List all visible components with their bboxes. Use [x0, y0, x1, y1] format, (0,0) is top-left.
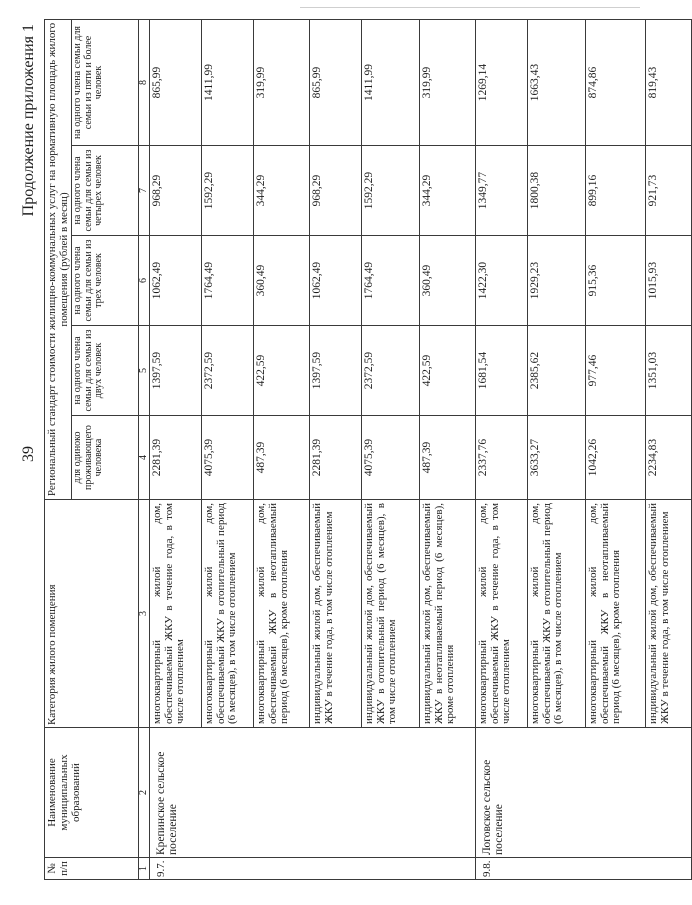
scan-edge-line	[300, 7, 640, 8]
cost-value: 319,99	[420, 19, 476, 145]
cost-value: 2337,76	[476, 416, 528, 500]
table-row	[150, 19, 202, 879]
header-col-8: на одного члена семьи для семьи из пяти и более человек	[72, 19, 139, 145]
cost-value: 2385,62	[528, 326, 586, 416]
cost-value: 344,29	[420, 146, 476, 236]
page-number: 39	[20, 446, 37, 462]
housing-category: многоквартирный жилой дом, обеспечиваемый ЖКУ в неотапливаемый период (6 месяцев), кроме отопления	[254, 500, 310, 728]
cost-value: 865,99	[150, 19, 202, 145]
cost-value: 487,39	[420, 416, 476, 500]
cost-value: 2372,59	[362, 326, 420, 416]
table-body	[150, 19, 692, 879]
cost-value: 4075,39	[362, 416, 420, 500]
cost-value: 1015,93	[646, 236, 692, 326]
cost-value: 819,43	[646, 19, 692, 145]
cost-value: 968,29	[310, 146, 362, 236]
header-col-4: для одиноко проживающего человека	[72, 416, 139, 500]
header-standard: Региональный стандарт стоимости жилищно-коммунальных услуг на нормативную площадь жилого помещения (рублей в месяц)	[45, 19, 72, 499]
header-category: Категория жилого помещения	[45, 500, 139, 728]
continuation-label: Продолжение приложения 1	[20, 24, 37, 217]
housing-category: многоквартирный жилой дом, обеспечиваемый ЖКУ в отопительный период (6 месяцев), в том числе отоплением	[202, 500, 254, 728]
housing-category: индивидуальный жилой дом, обеспечиваемый ЖКУ в течение года, в том числе отоплением	[646, 500, 692, 728]
column-number: 1	[139, 858, 150, 880]
cost-value: 1269,14	[476, 19, 528, 145]
cost-value: 1929,23	[528, 236, 586, 326]
cost-value: 1681,54	[476, 326, 528, 416]
cost-value: 1411,99	[202, 19, 254, 145]
cost-value: 921,73	[646, 146, 692, 236]
cost-value: 1422,30	[476, 236, 528, 326]
column-number: 6	[139, 236, 150, 326]
cost-value: 422,59	[254, 326, 310, 416]
cost-value: 422,59	[420, 326, 476, 416]
cost-value: 2234,83	[646, 416, 692, 500]
housing-category: многоквартирный жилой дом, обеспечиваемый ЖКУ в течение года, в том числе отоплением	[476, 500, 528, 728]
column-number: 3	[139, 500, 150, 728]
column-number: 4	[139, 416, 150, 500]
cost-value: 1764,49	[362, 236, 420, 326]
cost-value: 2281,39	[150, 416, 202, 500]
cost-value: 4075,39	[202, 416, 254, 500]
column-number-row	[139, 19, 150, 879]
cost-value: 1397,59	[150, 326, 202, 416]
column-number: 2	[139, 728, 150, 858]
cost-value: 1592,29	[362, 146, 420, 236]
cost-value: 1349,77	[476, 146, 528, 236]
cost-value: 2372,59	[202, 326, 254, 416]
cost-value: 3633,27	[528, 416, 586, 500]
cost-value: 1764,49	[202, 236, 254, 326]
cost-value: 1062,49	[150, 236, 202, 326]
cost-value: 977,46	[586, 326, 646, 416]
cost-value: 1411,99	[362, 19, 420, 145]
cost-value: 1800,38	[528, 146, 586, 236]
row-number: 9.8.	[476, 858, 692, 880]
column-number: 5	[139, 326, 150, 416]
header-col-5: на одного члена семьи для семьи из двух человек	[72, 326, 139, 416]
header-municipality: Наименование муниципальных образований	[45, 728, 139, 858]
cost-value: 360,49	[254, 236, 310, 326]
cost-value: 874,86	[586, 19, 646, 145]
housing-category: многоквартирный жилой дом, обеспечиваемый ЖКУ в течение года, в том числе отоплением	[150, 500, 202, 728]
header-col-6: на одного члена семьи для семьи из трех человек	[72, 236, 139, 326]
rotated-content	[20, 20, 671, 880]
cost-value: 2281,39	[310, 416, 362, 500]
column-number: 7	[139, 146, 150, 236]
header-num: № п/п	[45, 858, 139, 880]
cost-value: 1351,03	[646, 326, 692, 416]
cost-value: 319,99	[254, 19, 310, 145]
housing-cost-table	[44, 19, 692, 880]
housing-category: индивидуальный жилой дом, обеспечиваемый ЖКУ в течение года, в том числе отоплением	[310, 500, 362, 728]
cost-value: 1397,59	[310, 326, 362, 416]
municipality-name: Крепинское сельское поселение	[150, 728, 476, 858]
column-number: 8	[139, 19, 150, 145]
row-number: 9.7.	[150, 858, 476, 880]
housing-category: многоквартирный жилой дом, обеспечиваемый ЖКУ в неотапливаемый период (6 месяцев), кроме отопления	[586, 500, 646, 728]
table-row	[476, 19, 528, 879]
cost-value: 1062,49	[310, 236, 362, 326]
header-col-7: на одного члена семьи для семьи из четырех человек	[72, 146, 139, 236]
housing-category: индивидуальный жилой дом, обеспечиваемый ЖКУ в неотапливаемый период (6 месяцев), кроме отопления	[420, 500, 476, 728]
housing-category: многоквартирный жилой дом, обеспечиваемый ЖКУ в отопительный период (6 месяцев), в том числе отоплением	[528, 500, 586, 728]
cost-value: 1663,43	[528, 19, 586, 145]
cost-value: 968,29	[150, 146, 202, 236]
housing-category: индивидуальный жилой дом, обеспечиваемый ЖКУ в отопительный период (6 месяцев), в том числе отоплением	[362, 500, 420, 728]
cost-value: 344,29	[254, 146, 310, 236]
cost-value: 865,99	[310, 19, 362, 145]
cost-value: 487,39	[254, 416, 310, 500]
cost-value: 1592,29	[202, 146, 254, 236]
cost-value: 915,36	[586, 236, 646, 326]
cost-value: 360,49	[420, 236, 476, 326]
municipality-name: Логовское сельское поселение	[476, 728, 692, 858]
cost-value: 899,16	[586, 146, 646, 236]
cost-value: 1042,26	[586, 416, 646, 500]
